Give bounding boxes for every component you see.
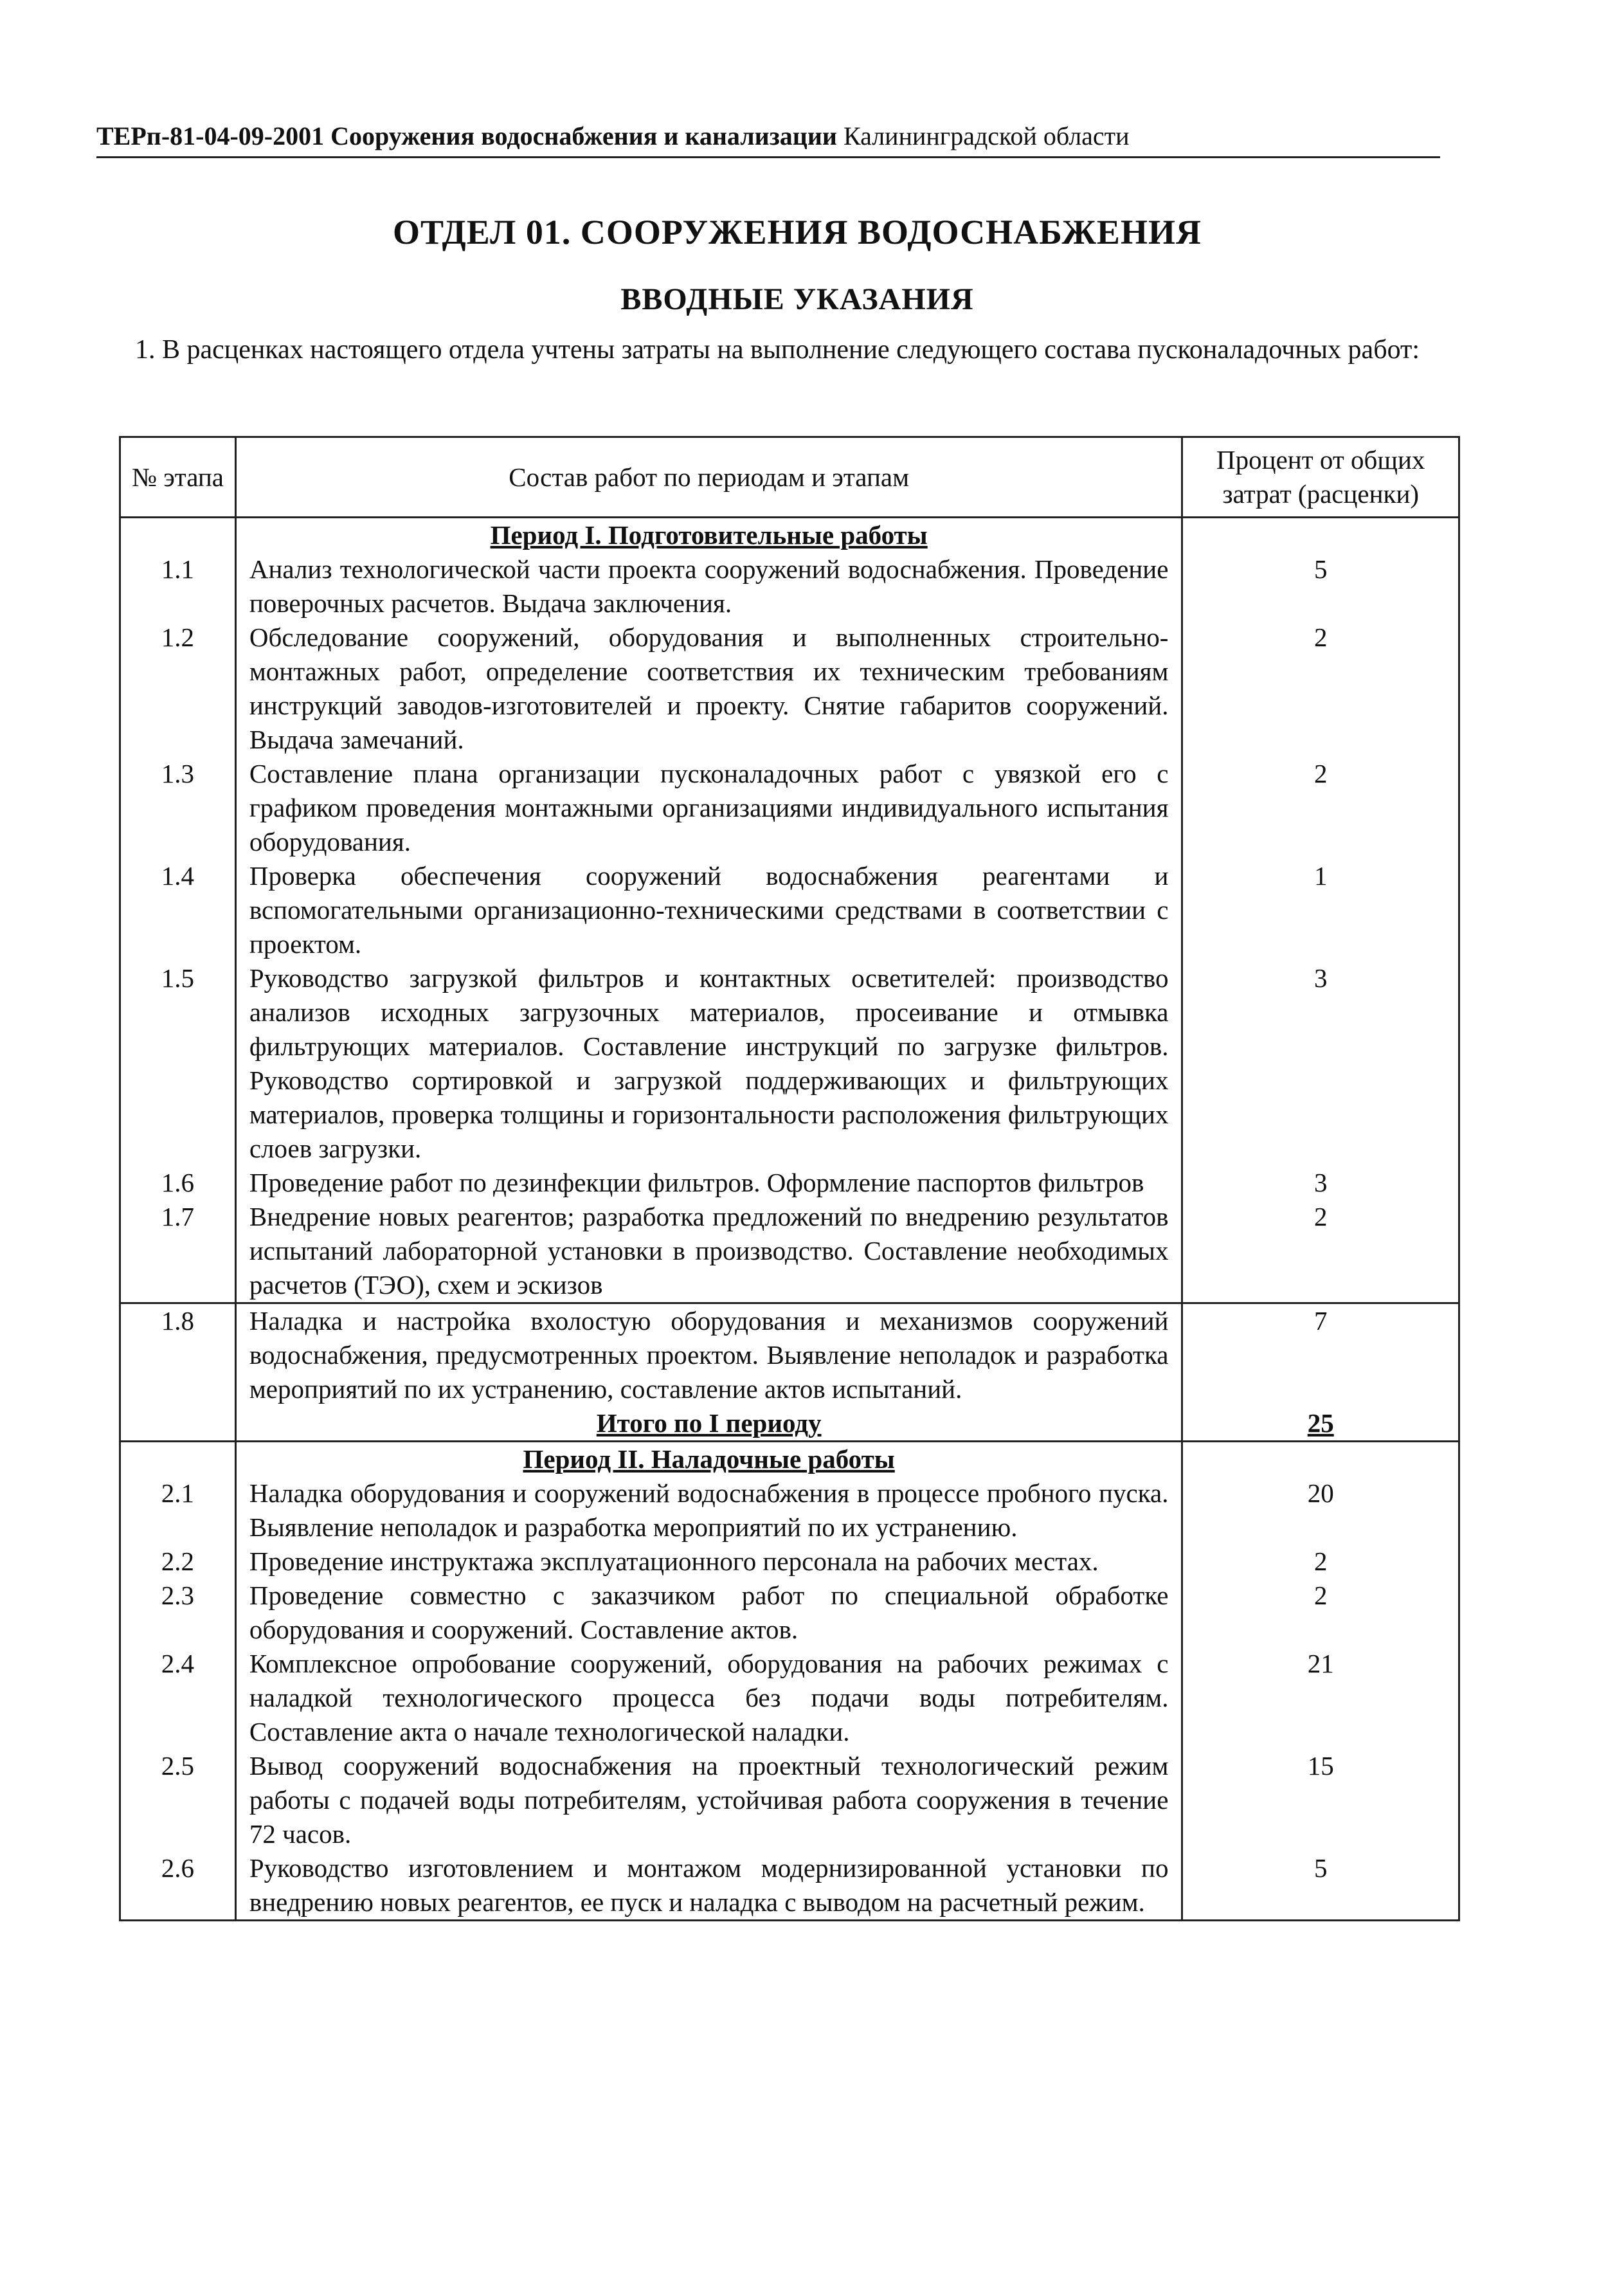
period-number-cell xyxy=(120,518,236,553)
stage-number: 2.3 xyxy=(120,1579,236,1647)
stage-number: 2.2 xyxy=(120,1545,236,1579)
table-row xyxy=(120,1545,1459,1579)
stage-percent: 2 xyxy=(1182,757,1459,859)
stage-description: Анализ технологической части проекта сооружений водоснабжения. Проведение поверочных расчетов. Выдача заключения. xyxy=(235,552,1182,621)
stage-description: Проведение совместно с заказчиком работ по специальной обработке оборудования и сооружений. Составление актов. xyxy=(235,1579,1182,1647)
table-row xyxy=(120,757,1459,859)
table-row xyxy=(120,1579,1459,1647)
table-row xyxy=(120,1851,1459,1921)
stage-number: 1.1 xyxy=(120,552,236,621)
stage-percent: 3 xyxy=(1182,1166,1459,1200)
stage-description: Наладка и настройка вхолостую оборудования и механизмов сооружений водоснабжения, предусмотренных проектом. Выявление неполадок и разработка мероприятий по их устранению, составление актов испытаний. xyxy=(235,1303,1182,1407)
table-row xyxy=(120,961,1459,1166)
period-total-label: Итого по I периоду xyxy=(235,1406,1182,1442)
table-header-row xyxy=(120,437,1459,518)
table-row xyxy=(120,1166,1459,1200)
table-row xyxy=(120,859,1459,961)
period-number-cell xyxy=(120,1442,236,1477)
stage-number: 1.8 xyxy=(120,1303,236,1407)
stage-description: Проведение работ по дезинфекции фильтров. Оформление паспортов фильтров xyxy=(235,1166,1182,1200)
stage-number: 1.3 xyxy=(120,757,236,859)
period-title-row xyxy=(120,1442,1459,1477)
stage-number: 1.7 xyxy=(120,1200,236,1303)
column-header-percent: Процент от общих затрат (расценки) xyxy=(1182,437,1459,518)
stage-description: Проведение инструктажа эксплуатационного персонала на рабочих местах. xyxy=(235,1545,1182,1579)
period-percent-cell xyxy=(1182,1442,1459,1477)
total-number-cell xyxy=(120,1406,236,1442)
header-divider xyxy=(96,156,1440,158)
stage-percent: 3 xyxy=(1182,961,1459,1166)
stage-number: 1.2 xyxy=(120,621,236,757)
section-title: ОТДЕЛ 01. СООРУЖЕНИЯ ВОДОСНАБЖЕНИЯ xyxy=(393,213,1202,251)
intro-paragraph: 1. В расценках настоящего отдела учтены затраты на выполнение следующего состава пусконаладочных работ: xyxy=(135,335,1420,365)
table-row xyxy=(120,1647,1459,1749)
stage-number: 2.6 xyxy=(120,1851,236,1921)
stage-percent: 2 xyxy=(1182,621,1459,757)
period-total-row xyxy=(120,1406,1459,1442)
table-row xyxy=(120,1303,1459,1407)
stage-percent: 20 xyxy=(1182,1476,1459,1545)
stage-percent: 7 xyxy=(1182,1303,1459,1407)
period-title: Период II. Наладочные работы xyxy=(235,1442,1182,1477)
stage-percent: 5 xyxy=(1182,552,1459,621)
stage-percent: 15 xyxy=(1182,1749,1459,1851)
document-region: Калининградской области xyxy=(836,122,1130,150)
stage-percent: 21 xyxy=(1182,1647,1459,1749)
period-percent-cell xyxy=(1182,518,1459,553)
stage-description: Обследование сооружений, оборудования и выполненных строительно-монтажных работ, определение соответствия их техническим требованиям инструкций заводов-изготовителей и проекту. Снятие габаритов сооружений. Выдача замечаний. xyxy=(235,621,1182,757)
stage-description: Комплексное опробование сооружений, оборудования на рабочих режимах с наладкой технологического процесса без подачи воды потребителям. Составление акта о начале технологической наладки. xyxy=(235,1647,1182,1749)
document-header xyxy=(96,121,1447,151)
stage-description: Руководство изготовлением и монтажом модернизированной установки по внедрению новых реагентов, ее пуск и наладка с выводом на расчетный режим. xyxy=(235,1851,1182,1921)
intro-title: ВВОДНЫЕ УКАЗАНИЯ xyxy=(620,282,974,316)
stage-percent: 5 xyxy=(1182,1851,1459,1921)
table-row xyxy=(120,1749,1459,1851)
stage-description: Наладка оборудования и сооружений водоснабжения в процессе пробного пуска. Выявление неполадок и разработка мероприятий по их устранению. xyxy=(235,1476,1182,1545)
stage-percent: 1 xyxy=(1182,859,1459,961)
stage-number: 2.5 xyxy=(120,1749,236,1851)
stage-number: 1.4 xyxy=(120,859,236,961)
table-row xyxy=(120,1476,1459,1545)
stage-percent: 2 xyxy=(1182,1545,1459,1579)
column-header-description: Состав работ по периодам и этапам xyxy=(235,437,1182,518)
stage-description: Проверка обеспечения сооружений водоснабжения реагентами и вспомогательными организационно-техническими средствами в соответствии с проектом. xyxy=(235,859,1182,961)
stages-table xyxy=(119,436,1460,1921)
stage-percent: 2 xyxy=(1182,1200,1459,1303)
stage-number: 1.5 xyxy=(120,961,236,1166)
table-row xyxy=(120,1200,1459,1303)
period-title: Период I. Подготовительные работы xyxy=(235,518,1182,553)
stage-number: 2.1 xyxy=(120,1476,236,1545)
document-code: ТЕРп-81-04-09-2001 Сооружения водоснабжения и канализации xyxy=(96,122,837,150)
period-total-value: 25 xyxy=(1182,1406,1459,1442)
stage-description: Внедрение новых реагентов; разработка предложений по внедрению результатов испытаний лабораторной установки в производство. Составление необходимых расчетов (ТЭО), схем и эскизов xyxy=(235,1200,1182,1303)
stage-description: Руководство загрузкой фильтров и контактных осветителей: производство анализов исходных загрузочных материалов, просеивание и отмывка фильтрующих материалов. Составление инструкций по загрузке фильтров. Руководство сортировкой и загрузкой поддерживающих и фильтрующих материалов, проверка толщины и горизонтальности расположения фильтрующих слоев загрузки. xyxy=(235,961,1182,1166)
period-title-row xyxy=(120,518,1459,553)
stage-description: Составление плана организации пусконаладочных работ с увязкой его с графиком проведения монтажными организациями индивидуального испытания оборудования. xyxy=(235,757,1182,859)
stage-description: Вывод сооружений водоснабжения на проектный технологический режим работы с подачей воды потребителям, устойчивая работа сооружения в течение 72 часов. xyxy=(235,1749,1182,1851)
column-header-number: № этапа xyxy=(120,437,236,518)
stage-number: 2.4 xyxy=(120,1647,236,1749)
stage-percent: 2 xyxy=(1182,1579,1459,1647)
stage-number: 1.6 xyxy=(120,1166,236,1200)
table-row xyxy=(120,552,1459,621)
table-row xyxy=(120,621,1459,757)
